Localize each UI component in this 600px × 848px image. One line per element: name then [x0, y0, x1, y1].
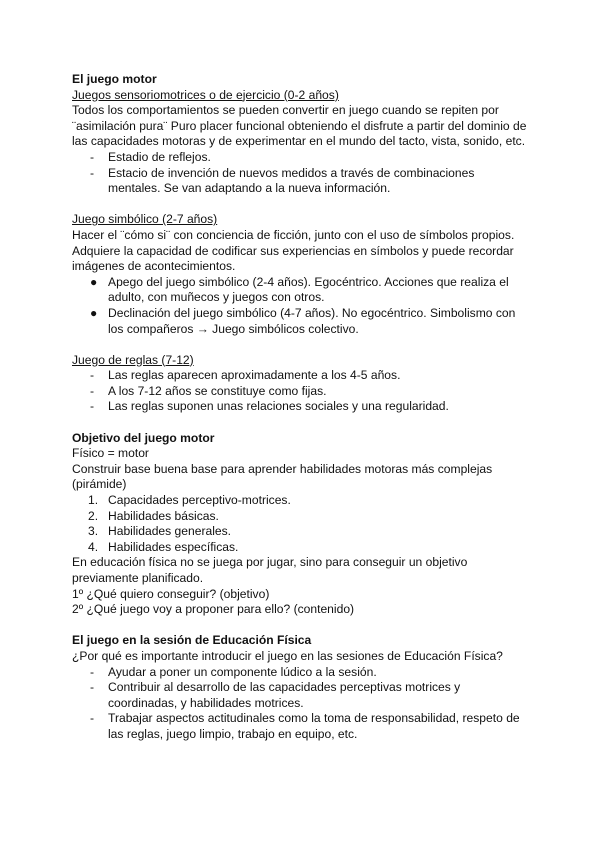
- subheading-reglas: Juego de reglas (7-12): [72, 352, 194, 367]
- dash-marker: -: [90, 711, 95, 726]
- numbered-list-habilidades: [72, 493, 530, 555]
- paragraph-construir-base: Construir base buena base para aprender habilidades motoras más complejas (pirámide): [72, 461, 493, 492]
- bullet-marker: ●: [90, 274, 98, 289]
- list-item: 4. Habilidades específicas.: [88, 539, 239, 554]
- paragraph-simbolico: Hacer el ¨cómo si¨ con conciencia de ficción, junto con el uso de símbolos propios. Adquiere la capacidad de codificar sus experiencias en símbolos y puede recordar imágenes de acontecimientos.: [72, 227, 515, 274]
- dash-marker: -: [90, 680, 95, 695]
- list-item: ● Apego del juego simbólico (2-4 años). Egocéntrico. Acciones que realiza el adulto, con muñecos y juegos con otros.: [90, 274, 509, 305]
- dash-marker: -: [90, 383, 95, 398]
- paragraph-sensoriomotrices: Todos los comportamientos se pueden convertir en juego cuando se repiten por ¨asimilación pura¨ Puro placer funcional obteniendo el disfrute a partir del dominio de las capacidades motoras y de experimentar en el mundo del tacto, vista, sonido, etc.: [72, 103, 527, 149]
- list-item: - A los 7-12 años se constituye como fijas.: [90, 383, 327, 398]
- list-item: - Las reglas aparecen aproximadamente a los 4-5 años.: [90, 368, 401, 383]
- section-heading-sesion: El juego en la sesión de Educación Física: [72, 633, 312, 648]
- list-item: - Ayudar a poner un componente lúdico a la sesión.: [90, 664, 377, 679]
- list-item: - Trabajar aspectos actitudinales como la toma de responsabilidad, respeto de las reglas, juego limpio, trabajo en equipo, etc.: [90, 711, 520, 741]
- number-marker: 4.: [88, 539, 99, 554]
- dash-marker: -: [90, 149, 95, 164]
- list-item: - Estadio de reflejos.: [90, 149, 211, 164]
- number-marker: 1.: [88, 493, 99, 508]
- dash-marker: -: [90, 399, 95, 414]
- subheading-sensoriomotrices: Juegos sensoriomotrices o de ejercicio (0-2 años): [72, 87, 339, 102]
- dash-marker: -: [90, 664, 95, 679]
- dash-list-reglas: [72, 368, 530, 415]
- bullet-marker: ●: [90, 305, 98, 320]
- document-page: [72, 72, 530, 743]
- number-marker: 3.: [88, 524, 99, 539]
- list-item: - Contribuir al desarrollo de las capacidades perceptivas motrices y coordinadas, y habilidades motrices.: [90, 680, 461, 710]
- list-item: ● Declinación del juego simbólico (4-7 años). No egocéntrico. Simbolismo con los compañeros → Juego simbólicos colectivo.: [90, 305, 516, 336]
- section-heading-juego-motor: El juego motor: [72, 72, 157, 86]
- dash-marker: -: [90, 165, 95, 180]
- list-item: - Estacio de invención de nuevos medidos a través de combinaciones mentales. Se van adaptando a la nueva información.: [90, 165, 475, 196]
- list-item: - Las reglas suponen unas relaciones sociales y una regularidad.: [90, 399, 449, 414]
- bullet-list-simbolico: [72, 275, 530, 337]
- list-item: 3. Habilidades generales.: [88, 524, 232, 539]
- subheading-simbolico: Juego simbólico (2-7 años): [72, 212, 218, 227]
- list-item: 2. Habilidades básicas.: [88, 508, 219, 523]
- list-item: 1. Capacidades perceptivo-motrices.: [88, 493, 291, 508]
- paragraph-por-que: ¿Por qué es importante introducir el juego en las sesiones de Educación Física?: [72, 648, 503, 663]
- dash-marker: -: [90, 368, 95, 383]
- dash-list-sesion: [72, 665, 530, 743]
- paragraph-fisico-motor: Físico = motor: [72, 446, 149, 461]
- question-objetivo: 1º ¿Qué quiero conseguir? (objetivo): [72, 586, 270, 601]
- dash-list-sensoriomotrices: [72, 150, 530, 197]
- question-contenido: 2º ¿Qué juego voy a proponer para ello? (contenido): [72, 602, 355, 617]
- paragraph-educacion-fisica: En educación física no se juega por jugar, sino para conseguir un objetivo previamente planificado.: [72, 555, 468, 585]
- section-heading-objetivo: Objetivo del juego motor: [72, 430, 215, 445]
- number-marker: 2.: [88, 508, 99, 523]
